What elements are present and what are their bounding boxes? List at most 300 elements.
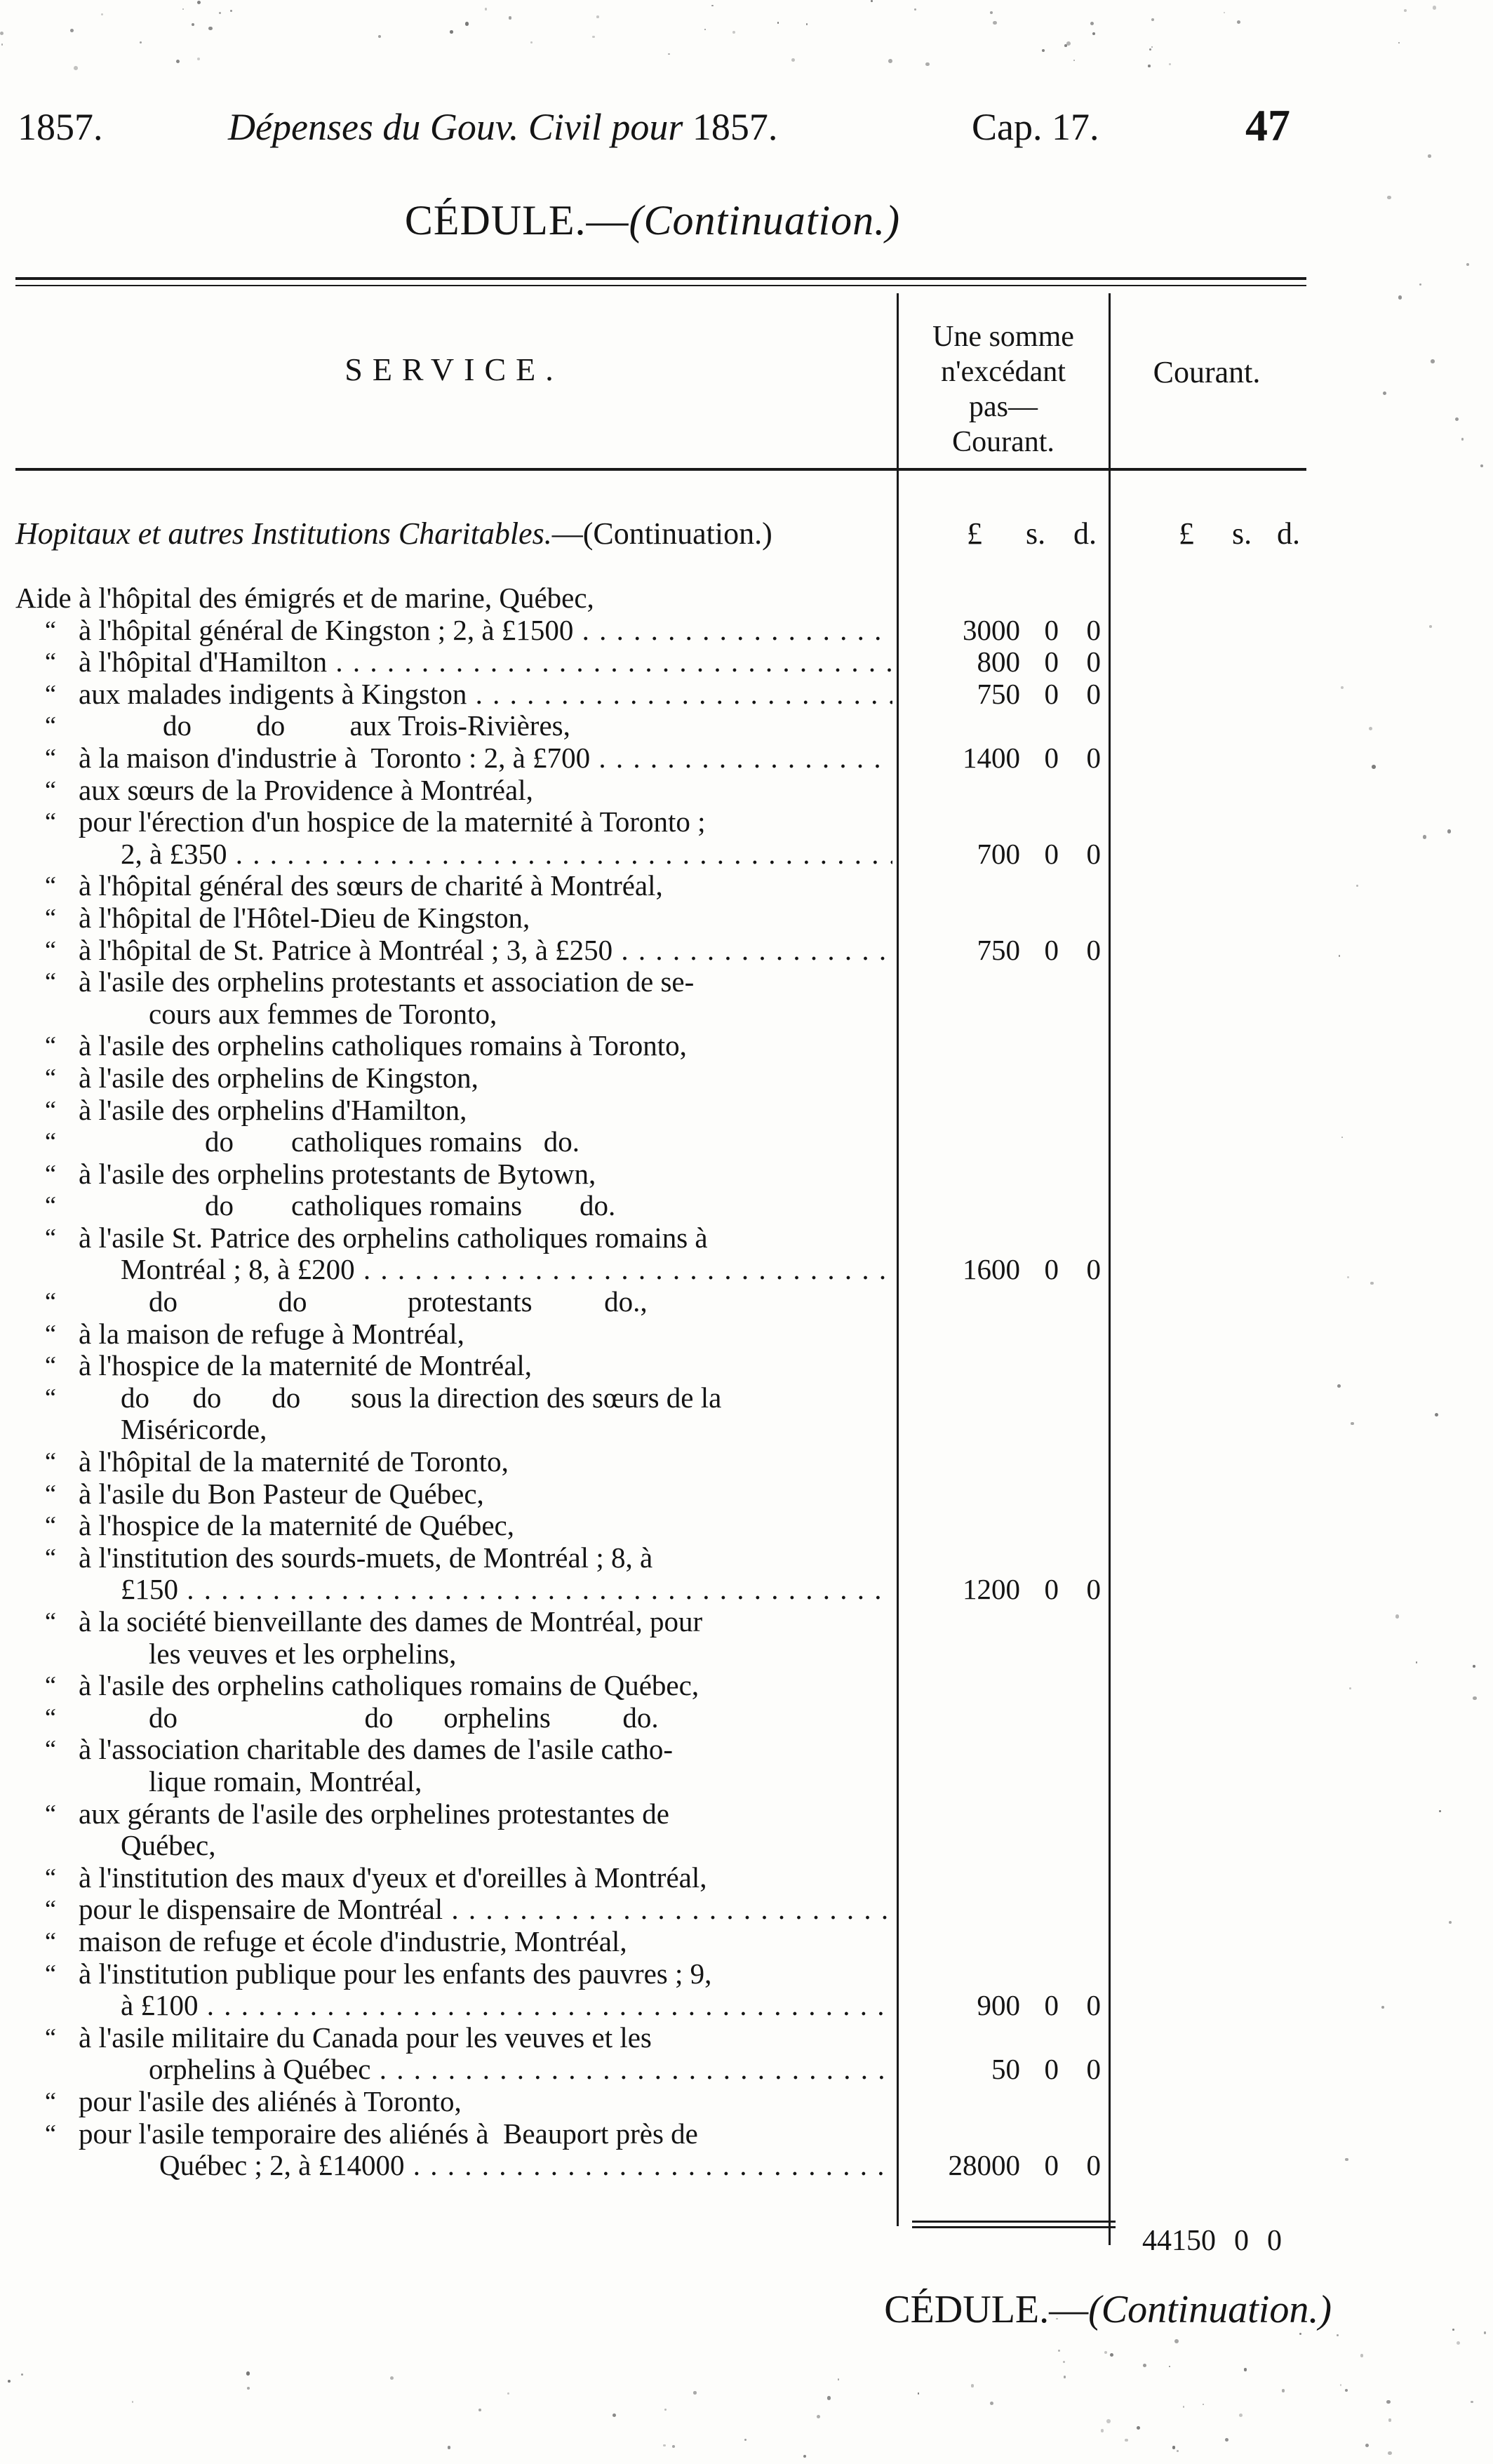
ditto-mark: “ (45, 967, 56, 996)
speck (1104, 2351, 1107, 2354)
ditto-mark: “ (45, 2087, 56, 2115)
column-header-une-somme (898, 319, 1109, 460)
table-row (15, 742, 1306, 775)
row-text (121, 838, 892, 871)
speck (1387, 196, 1391, 200)
speck (744, 2439, 747, 2442)
row-text-content: à l'asile des orphelins catholiques romains à Toronto, (79, 1030, 687, 1062)
speck (711, 5, 713, 6)
table-row (15, 1478, 1306, 1511)
table-row (15, 1958, 1306, 1990)
table-row (15, 935, 1306, 967)
speck (1347, 1276, 1349, 1278)
row-text-content: pour le dispensaire de Montréal (79, 1894, 443, 1926)
row-text (15, 582, 892, 615)
speck (1042, 49, 1045, 53)
row-text (79, 1894, 892, 1926)
subtotal-rule-1 (912, 2221, 1116, 2223)
speck (1225, 2438, 1228, 2442)
speck (0, 32, 4, 35)
row-text-content: à l'asile des orphelins catholiques romains de Québec, (79, 1670, 699, 1702)
ditto-mark: “ (45, 1479, 56, 1508)
ditto-mark: “ (45, 1543, 56, 1572)
ditto-mark: “ (45, 1671, 56, 1700)
ditto-mark: “ (45, 1735, 56, 1764)
ditto-mark: “ (45, 648, 56, 676)
row-text-content: à l'hôpital de la maternité de Toronto, (79, 1446, 509, 1478)
speck (1282, 2389, 1285, 2392)
amount-shillings: 0 (1044, 2149, 1059, 2182)
table-row (15, 1446, 1306, 1478)
speck (1090, 22, 1094, 26)
ditto-mark: “ (45, 2119, 56, 2148)
row-text (121, 1990, 892, 2022)
row-text (79, 615, 892, 647)
amount-pence: 0 (1086, 645, 1101, 678)
row-text (159, 2150, 892, 2182)
speck (1341, 686, 1344, 689)
speck (1058, 2350, 1059, 2351)
row-text (163, 710, 892, 742)
row-text (79, 1862, 892, 1894)
units-pound-col2: £ (1179, 516, 1194, 551)
row-text-content: do do aux Trois-Rivières, (163, 710, 570, 742)
speck (1299, 2333, 1302, 2336)
speck (1404, 9, 1407, 12)
ditto-mark: “ (45, 711, 56, 740)
speck (777, 22, 779, 23)
table-row (15, 1382, 1306, 1414)
speck (1395, 1614, 1399, 1618)
column-header-une-somme-line: n'excédant (941, 356, 1066, 388)
table-row (15, 582, 1306, 615)
speck (827, 2396, 831, 2399)
amount-pence: 0 (1086, 677, 1101, 710)
row-text-content: à l'hôpital de St. Patrice à Montréal ; 3, à £250 (79, 934, 613, 966)
ditto-mark: “ (45, 1863, 56, 1891)
speck (693, 2391, 696, 2394)
speck (1169, 2366, 1170, 2367)
schedule-title (0, 196, 1305, 245)
ditto-mark: “ (45, 1799, 56, 1828)
speck (509, 16, 512, 20)
ditto-mark: “ (45, 1607, 56, 1635)
row-text (79, 1926, 892, 1958)
row-text (79, 2086, 892, 2118)
table-row (15, 966, 1306, 998)
speck (1356, 885, 1358, 887)
speck (1177, 2450, 1179, 2452)
ditto-mark: “ (45, 1927, 56, 1955)
row-text-content: Québec ; 2, à £14000 (159, 2150, 405, 2182)
row-text-content: pour l'asile des aliénés à Toronto, (79, 2085, 462, 2117)
speck (1423, 835, 1426, 838)
row-text-content: à l'institution des sourds-muets, de Montréal ; 8, à (79, 1541, 653, 1574)
units-shilling-col1: s. (1026, 516, 1046, 551)
speck (1349, 1687, 1351, 1689)
row-text (205, 1126, 892, 1158)
speck (806, 23, 808, 25)
row-text-content: do catholiques romains do. (205, 1126, 580, 1158)
speck (1447, 829, 1452, 833)
speck (208, 27, 213, 31)
ditto-mark: “ (45, 1511, 56, 1540)
speck (1449, 1921, 1452, 1924)
table-row (15, 1830, 1306, 1862)
row-text-content: à la maison de refuge à Montréal, (79, 1318, 464, 1350)
speck (1339, 955, 1341, 957)
row-text (121, 1254, 892, 1286)
speck (1137, 2426, 1140, 2430)
ditto-mark: “ (45, 1063, 56, 1092)
amount-pence: 0 (1086, 2053, 1101, 2086)
speck (1433, 6, 1436, 9)
speck (1066, 41, 1071, 46)
table-row (15, 838, 1306, 871)
row-text (121, 1574, 892, 1606)
row-text (149, 998, 892, 1031)
column-header-courant: Courant. (1153, 355, 1261, 389)
ditto-mark: “ (45, 1095, 56, 1124)
row-text (79, 870, 892, 902)
speck (1183, 2406, 1184, 2407)
speck (448, 2446, 451, 2449)
speck (918, 2392, 920, 2395)
ditto-mark: “ (45, 1383, 56, 1412)
footer-italic: (Continuation.) (1088, 2288, 1332, 2331)
speck (507, 2392, 509, 2395)
row-text-content: aux gérants de l'asile des orphelines protestantes de (79, 1797, 669, 1830)
table-row (15, 1542, 1306, 1574)
table-row (15, 2022, 1306, 2054)
row-text-content: à l'institution publique pour les enfants des pauvres ; 9, (79, 1957, 712, 1990)
speck (1340, 2384, 1341, 2385)
row-text-content: à l'hôpital général de Kingston ; 2, à £1500 (79, 614, 574, 646)
row-text (121, 1382, 892, 1414)
speck (990, 2402, 993, 2405)
amount-pounds: 900 (977, 1989, 1020, 2022)
ditto-mark: “ (45, 1319, 56, 1348)
speck (1484, 2331, 1487, 2334)
header-title-year: 1857. (692, 106, 778, 148)
speck (1388, 2451, 1392, 2456)
speck (140, 41, 142, 43)
amount-shillings: 0 (1044, 613, 1059, 646)
speck (1419, 283, 1421, 286)
page-number: 47 (1245, 100, 1290, 150)
table-row (15, 1702, 1306, 1734)
amount-shillings: 0 (1044, 645, 1059, 678)
table-row (15, 1030, 1306, 1062)
total-pence: 0 (1267, 2225, 1282, 2257)
row-text (205, 1190, 892, 1222)
column-header-une-somme-line: Une somme (932, 321, 1074, 353)
speck (21, 2373, 23, 2376)
row-text (79, 1734, 892, 1766)
section-heading (15, 516, 772, 551)
row-text (79, 1670, 892, 1702)
table-row (15, 2118, 1306, 2150)
header-chapter: Cap. 17. (972, 106, 1099, 148)
speck (817, 2415, 820, 2418)
amount-pence: 0 (1086, 1989, 1101, 2022)
speck (1341, 1137, 1344, 1139)
footer-catchword (884, 2287, 1332, 2332)
amount-pounds: 750 (977, 933, 1020, 966)
table-row (15, 1190, 1306, 1222)
table-row (15, 1062, 1306, 1094)
column-header-une-somme-line: pas— (969, 391, 1038, 423)
table-row (15, 2150, 1306, 2182)
speck (993, 21, 996, 25)
units-shilling-col2: s. (1232, 516, 1252, 551)
row-text (79, 646, 892, 678)
row-text-content: orphelins à Québec (149, 2054, 371, 2086)
header-title-italic: Dépenses du Gouv. Civil pour (228, 106, 683, 148)
speck (1439, 1810, 1441, 1812)
row-text-content: à l'asile des orphelins de Kingston, (79, 1062, 478, 1094)
speck (1224, 12, 1225, 13)
speck (246, 2371, 250, 2375)
row-text-content: do do protestants do., (149, 1286, 648, 1318)
speck (1149, 48, 1151, 51)
ditto-mark: “ (45, 1895, 56, 1924)
row-text (79, 1094, 892, 1127)
row-text-content: Montréal ; 8, à £200 (121, 1254, 355, 1286)
row-text (79, 775, 892, 807)
table-row (15, 1734, 1306, 1766)
speck (1471, 2401, 1473, 2403)
row-text-content: do do do sous la direction des sœurs de la (121, 1381, 722, 1414)
table-row (15, 1798, 1306, 1830)
speck (1056, 2318, 1058, 2320)
top-rule-thick (15, 277, 1306, 280)
ditto-mark: “ (45, 615, 56, 644)
row-text-content: Miséricorde, (121, 1414, 267, 1446)
speck (1452, 2329, 1454, 2331)
row-text-content: pour l'asile temporaire des aliénés à Beauport près de (79, 2117, 698, 2150)
speck (1174, 2339, 1179, 2343)
row-text (79, 1606, 892, 1638)
speck (971, 2384, 975, 2388)
row-text-content: à l'asile du Bon Pasteur de Québec, (79, 1478, 484, 1510)
ditto-mark: “ (45, 679, 56, 708)
row-text-content: à la maison d'industrie à Toronto : 2, à £700 (79, 742, 591, 774)
speck (230, 10, 232, 12)
speck (803, 2455, 807, 2458)
row-text-content: à l'asile des orphelins protestants de Bytown, (79, 1158, 596, 1190)
speck (704, 29, 706, 30)
speck (1428, 154, 1431, 158)
section-heading-italic: Hopitaux et autres Institutions Charitables. (15, 516, 552, 551)
ditto-mark: “ (45, 1127, 56, 1156)
table-row (15, 1926, 1306, 1958)
schedule-title-main: CÉDULE.— (404, 197, 629, 243)
units-pence-col2: d. (1277, 516, 1300, 551)
row-text-content: do catholiques romains do. (205, 1190, 616, 1222)
row-text (79, 1318, 892, 1351)
speck (176, 60, 180, 63)
speck (1125, 2439, 1128, 2442)
table-row (15, 870, 1306, 902)
row-text-content: Aide à l'hôpital des émigrés et de marine, Québec, (15, 582, 594, 614)
amount-pence: 0 (1086, 933, 1101, 966)
ditto-mark: “ (45, 1159, 56, 1188)
ditto-mark: “ (45, 1447, 56, 1476)
table-row (15, 710, 1306, 742)
row-text-content: 2, à £350 (121, 838, 227, 870)
speck (478, 2409, 481, 2411)
ditto-mark: “ (45, 775, 56, 804)
amount-shillings: 0 (1044, 1989, 1059, 2022)
amount-pence: 0 (1086, 613, 1101, 646)
speck (485, 8, 487, 10)
speck (1457, 2341, 1460, 2345)
speck (1101, 2429, 1104, 2432)
row-text-content: £150 (121, 1574, 178, 1606)
row-text (121, 1830, 892, 1862)
amount-pence: 0 (1086, 2149, 1101, 2182)
units-pound-col1: £ (967, 516, 982, 551)
speck (1064, 2376, 1066, 2378)
speck (1169, 63, 1171, 65)
table-row (15, 2054, 1306, 2086)
speck (990, 11, 993, 14)
speck (197, 1, 201, 4)
row-text-content: à l'asile militaire du Canada pour les veuves et les (79, 2021, 652, 2054)
speck (378, 35, 381, 38)
row-text (79, 2022, 892, 2054)
amount-pounds: 3000 (963, 613, 1020, 646)
row-text-content: aux sœurs de la Providence à Montréal, (79, 774, 533, 806)
column-header-service: SERVICE. (344, 351, 563, 387)
row-text (79, 1798, 892, 1830)
ditto-mark: “ (45, 1959, 56, 1988)
speck (871, 0, 873, 2)
amount-pounds: 700 (977, 837, 1020, 870)
amount-shillings: 0 (1044, 677, 1059, 710)
table-row (15, 678, 1306, 711)
table-row (15, 1222, 1306, 1254)
row-text (79, 1478, 892, 1511)
speck (1345, 2158, 1348, 2161)
header-year: 1857. (18, 106, 103, 148)
ditto-mark: “ (45, 1191, 56, 1220)
ditto-mark: “ (45, 808, 56, 836)
ditto-mark: “ (45, 1703, 56, 1732)
speck (1461, 438, 1464, 440)
speck (1345, 2389, 1348, 2392)
table-row (15, 1094, 1306, 1127)
amount-pounds: 750 (977, 677, 1020, 710)
amount-shillings: 0 (1044, 741, 1059, 774)
row-text-content: à l'asile St. Patrice des orphelins catholiques romains à (79, 1221, 708, 1254)
amount-shillings: 0 (1044, 933, 1059, 966)
amount-pence: 0 (1086, 837, 1101, 870)
top-rule-thin (15, 285, 1306, 286)
row-text (79, 1510, 892, 1542)
speck (612, 2413, 616, 2417)
speck (1, 43, 3, 45)
schedule-title-italic: (Continuation.) (629, 197, 901, 243)
table-row (15, 1990, 1306, 2022)
speck (1398, 42, 1400, 44)
speck (1398, 295, 1402, 300)
speck (1073, 60, 1075, 61)
total-shillings: 0 (1234, 2225, 1249, 2257)
row-text-content: à l'hôpital de l'Hôtel-Dieu de Kingston, (79, 902, 530, 934)
row-text (149, 1702, 892, 1734)
row-text (149, 1286, 892, 1318)
subtotal-rule-2 (912, 2226, 1116, 2228)
amount-shillings: 0 (1044, 1253, 1059, 1286)
speck (197, 58, 201, 61)
speck (1151, 46, 1153, 48)
row-text (79, 1958, 892, 1990)
row-text-content: aux malades indigents à Kingston (79, 678, 467, 710)
speck (1337, 1384, 1341, 1388)
table-row (15, 1670, 1306, 1702)
table-row (15, 1862, 1306, 1894)
speck (663, 2444, 666, 2447)
speck (1381, 2006, 1384, 2009)
row-text (149, 1638, 892, 1670)
speck (1148, 65, 1151, 67)
speck (1063, 2361, 1065, 2363)
speck (1386, 2400, 1390, 2404)
amount-pence: 0 (1086, 1573, 1101, 1606)
row-text (79, 1030, 892, 1062)
row-text-content: à l'association charitable des dames de l'asile catho- (79, 1734, 673, 1766)
running-header (18, 100, 1318, 168)
row-text-content: à l'asile des orphelins d'Hamilton, (79, 1094, 467, 1126)
speck (530, 41, 533, 44)
row-text (79, 1062, 892, 1094)
speck (1143, 2364, 1146, 2367)
row-text (79, 1158, 892, 1191)
row-text (149, 2054, 892, 2086)
row-text (121, 1414, 892, 1446)
row-text-content: cours aux femmes de Toronto, (149, 998, 497, 1030)
row-text (79, 902, 892, 935)
speck (1455, 417, 1459, 421)
table-row (15, 902, 1306, 935)
speck (1337, 2334, 1339, 2336)
speck (1237, 20, 1240, 24)
speck (1172, 2446, 1176, 2449)
table-row (15, 1510, 1306, 1542)
row-text-content: pour l'érection d'un hospice de la maternité à Toronto ; (79, 806, 706, 838)
schedule-rows (15, 582, 1306, 2182)
total-amount (1142, 2224, 1300, 2258)
table-row (15, 1606, 1306, 1638)
speck (1064, 44, 1067, 47)
speck (8, 2380, 11, 2383)
row-text (79, 1350, 892, 1382)
amount-pounds: 800 (977, 645, 1020, 678)
row-text (79, 1446, 892, 1478)
speck (1383, 391, 1387, 396)
speck (74, 66, 78, 70)
ditto-mark: “ (45, 743, 56, 772)
speck (1473, 1665, 1475, 1668)
speck (1106, 2419, 1111, 2423)
speck (1388, 2418, 1392, 2422)
total-pounds: 44150 (1142, 2225, 1216, 2257)
row-text (79, 1222, 892, 1254)
speck (668, 53, 669, 55)
table-row (15, 806, 1306, 838)
